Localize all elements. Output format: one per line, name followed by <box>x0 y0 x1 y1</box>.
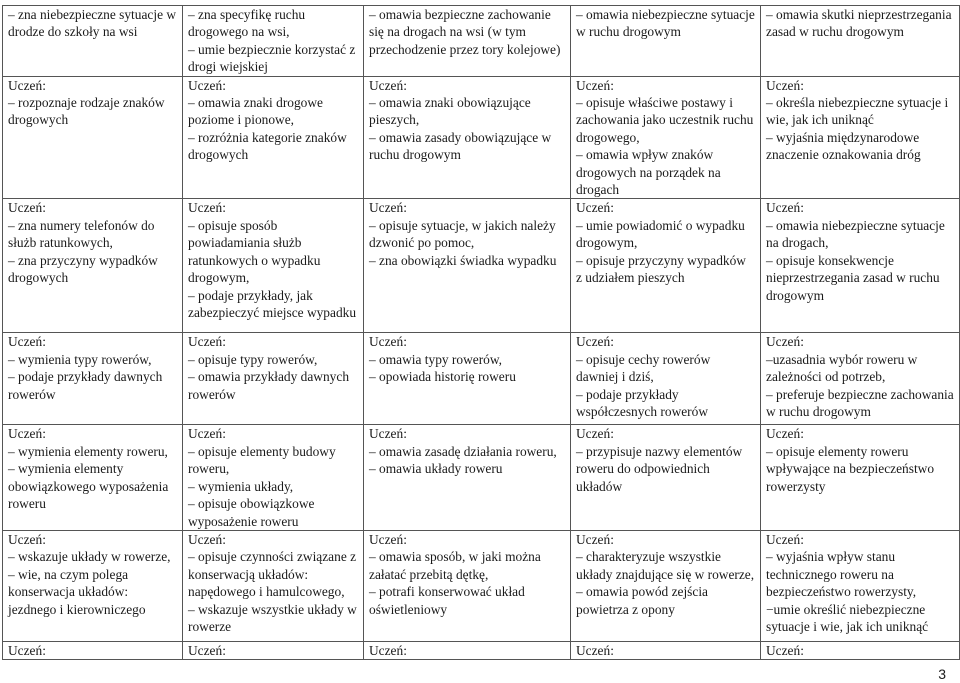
cell-text: – opowiada historię roweru <box>369 369 516 385</box>
cell-text: – podaje przykłady współczesnych rowerów <box>576 386 709 420</box>
cell-text: – zna obowiązki świadka wypadku <box>369 252 557 268</box>
cell-text: – opisuje konsekwencje nieprzestrzegania zasad w ruchu drogowym <box>766 252 943 303</box>
cell-text: – omawia zasadę działania roweru, <box>369 443 557 459</box>
cell-text: – opisuje elementy roweru wpływające na bezpieczeństwo rowerzysty <box>766 443 938 494</box>
cell-text: – wie, na czym polega konserwacja układów: jezdnego i kierowniczego <box>8 566 146 617</box>
cell-text: – zna specyfikę ruchu drogowego na wsi, <box>188 7 309 40</box>
table-cell <box>761 641 960 659</box>
table-row <box>3 199 960 333</box>
table-cell <box>3 641 183 659</box>
cell-text: – zna niebezpieczne sytuacje w drodze do szkoły na wsi <box>8 7 180 40</box>
table-cell <box>364 6 571 77</box>
cell-text: – omawia skutki nieprzestrzegania zasad w ruchu drogowym <box>766 7 955 40</box>
cell-text: Uczeń: <box>369 334 407 350</box>
cell-text: – zna przyczyny wypadków drogowych <box>8 252 162 286</box>
cell-text: Uczeń: <box>8 426 46 442</box>
table-row <box>3 425 960 530</box>
table-cell <box>364 76 571 199</box>
cell-text: – charakteryzuje wszystkie układy znajdujące się w rowerze, <box>576 549 755 582</box>
cell-text: Uczeń: <box>369 642 407 658</box>
cell-text: Uczeń: <box>766 334 804 350</box>
cell-text: – opisuje typy rowerów, <box>188 351 318 367</box>
cell-text: Uczeń: <box>576 426 614 442</box>
table-cell <box>183 6 364 77</box>
cell-text: – wskazuje układy w rowerze, <box>8 549 171 565</box>
cell-text: Uczeń: <box>766 642 804 658</box>
cell-text: –uzasadnia wybór roweru w zależności od potrzeb, <box>766 351 921 385</box>
cell-text: – podaje przykłady dawnych rowerów <box>8 369 166 402</box>
table-cell <box>183 333 364 425</box>
table-cell <box>571 425 761 530</box>
table-cell <box>571 333 761 425</box>
table-cell <box>364 199 571 333</box>
cell-text: Uczeń: <box>369 531 407 547</box>
table-cell <box>761 199 960 333</box>
cell-text: – omawia znaki obowiązujące pieszych, <box>369 95 535 128</box>
cell-text: – omawia niebezpieczne sytuacje na drogach, <box>766 217 949 251</box>
cell-text: – omawia bezpieczne zachowanie się na drogach na wsi (w tym przechodzenie przez tory kolejowe) <box>369 7 561 57</box>
table-cell <box>3 530 183 641</box>
cell-text: Uczeń: <box>188 77 226 93</box>
table-row <box>3 76 960 199</box>
cell-text: – omawia przykłady dawnych rowerów <box>188 369 353 402</box>
cell-text: Uczeń: <box>188 426 226 442</box>
table-cell <box>571 530 761 641</box>
cell-text: Uczeń: <box>369 77 407 93</box>
cell-text: Uczeń: <box>766 77 804 93</box>
cell-text: – opisuje cechy rowerów dawniej i dziś, <box>576 351 714 385</box>
table-cell <box>364 425 571 530</box>
table-cell <box>761 6 960 77</box>
cell-text: – umie bezpiecznie korzystać z drogi wiejskiej <box>188 41 359 75</box>
cell-text: – opisuje przyczyny wypadków z udziałem pieszych <box>576 252 750 286</box>
table-cell <box>364 333 571 425</box>
table-cell <box>3 199 183 333</box>
table-cell <box>183 641 364 659</box>
cell-text: – omawia zasady obowiązujące w ruchu drogowym <box>369 129 555 163</box>
cell-text: – omawia znaki drogowe poziome i pionowe, <box>188 95 327 128</box>
cell-text: Uczeń: <box>576 531 614 547</box>
cell-text: −umie określić niebezpieczne sytuacje i wie, jak ich uniknąć <box>766 601 929 634</box>
cell-text: – wymienia elementy obowiązkowego wyposażenia roweru <box>8 461 172 512</box>
cell-text: – opisuje właściwe postawy i zachowania jako uczestnik ruchu drogowego, <box>576 95 757 145</box>
cell-text: – podaje przykłady, jak zabezpieczyć miejsce wypadku <box>188 287 357 320</box>
cell-text: – opisuje czynności związane z konserwacją układów: napędowego i hamulcowego, <box>188 549 360 600</box>
cell-text: – preferuje bezpieczne zachowania w ruchu drogowym <box>766 386 958 420</box>
cell-text: Uczeń: <box>576 334 614 350</box>
cell-text: Uczeń: <box>369 200 407 216</box>
cell-text: – wskazuje wszystkie układy w rowerze <box>188 601 361 634</box>
table-cell <box>183 530 364 641</box>
table-cell <box>364 530 571 641</box>
cell-text: – opisuje elementy budowy roweru, <box>188 443 340 477</box>
cell-text: Uczeń: <box>369 426 407 442</box>
table-cell <box>3 6 183 77</box>
cell-text: – omawia układy roweru <box>369 461 503 477</box>
cell-text: – wyjaśnia międzynarodowe znaczenie oznakowania dróg <box>766 129 923 163</box>
table-cell <box>761 530 960 641</box>
cell-text: – wyjaśnia wpływ stanu technicznego roweru na bezpieczeństwo rowerzysty, <box>766 549 917 600</box>
page-number: 3 <box>938 666 946 682</box>
cell-text: – zna numery telefonów do służb ratunkowych, <box>8 217 158 251</box>
cell-text: – omawia wpływ znaków drogowych na porządek na drogach <box>576 147 724 198</box>
table-cell <box>364 641 571 659</box>
cell-text: Uczeń: <box>8 531 46 547</box>
cell-text: – określa niebezpieczne sytuacje i wie, jak ich uniknąć <box>766 95 952 128</box>
cell-text: Uczeń: <box>766 531 804 547</box>
table-row <box>3 333 960 425</box>
table-cell <box>571 6 761 77</box>
cell-text: Uczeń: <box>188 531 226 547</box>
cell-text: – rozróżnia kategorie znaków drogowych <box>188 129 351 163</box>
requirements-table <box>2 5 960 660</box>
table-row <box>3 530 960 641</box>
cell-text: – przypisuje nazwy elementów roweru do odpowiednich układów <box>576 443 746 494</box>
cell-text: – omawia powód zejścia powietrza z opony <box>576 584 712 617</box>
table-cell <box>761 425 960 530</box>
cell-text: Uczeń: <box>188 642 226 658</box>
cell-text: Uczeń: <box>8 642 46 658</box>
table-cell <box>571 199 761 333</box>
cell-text: – opisuje sytuacje, w jakich należy dzwonić po pomoc, <box>369 217 560 251</box>
table-cell <box>183 425 364 530</box>
table-cell <box>3 333 183 425</box>
cell-text: – wymienia typy rowerów, <box>8 351 152 367</box>
table-cell <box>183 76 364 199</box>
cell-text: – omawia niebezpieczne sytuacje w ruchu drogowym <box>576 7 759 40</box>
table-cell <box>761 76 960 199</box>
cell-text: Uczeń: <box>8 77 46 93</box>
cell-text: Uczeń: <box>576 77 614 93</box>
cell-text: Uczeń: <box>8 200 46 216</box>
table-row <box>3 641 960 659</box>
cell-text: – rozpoznaje rodzaje znaków drogowych <box>8 95 168 128</box>
table-cell <box>3 76 183 199</box>
cell-text: Uczeń: <box>576 642 614 658</box>
table-cell <box>761 333 960 425</box>
cell-text: – potrafi konserwować układ oświetleniowy <box>369 584 529 617</box>
cell-text: – wymienia układy, <box>188 478 294 494</box>
cell-text: – opisuje sposób powiadamiania służb ratunkowych o wypadku drogowym, <box>188 217 324 286</box>
cell-text: Uczeń: <box>576 200 614 216</box>
table-row <box>3 6 960 77</box>
cell-text: Uczeń: <box>766 426 804 442</box>
table-cell <box>571 76 761 199</box>
cell-text: – umie powiadomić o wypadku drogowym, <box>576 217 749 251</box>
cell-text: – omawia sposób, w jaki można załatać przebitą dętkę, <box>369 549 545 582</box>
cell-text: – wymienia elementy roweru, <box>8 443 168 459</box>
cell-text: – opisuje obowiązkowe wyposażenie roweru <box>188 496 318 529</box>
cell-text: – omawia typy rowerów, <box>369 351 503 367</box>
cell-text: Uczeń: <box>766 200 804 216</box>
table-cell <box>3 425 183 530</box>
table-cell <box>183 199 364 333</box>
cell-text: Uczeń: <box>8 334 46 350</box>
cell-text: Uczeń: <box>188 334 226 350</box>
cell-text: Uczeń: <box>188 200 226 216</box>
table-cell <box>571 641 761 659</box>
